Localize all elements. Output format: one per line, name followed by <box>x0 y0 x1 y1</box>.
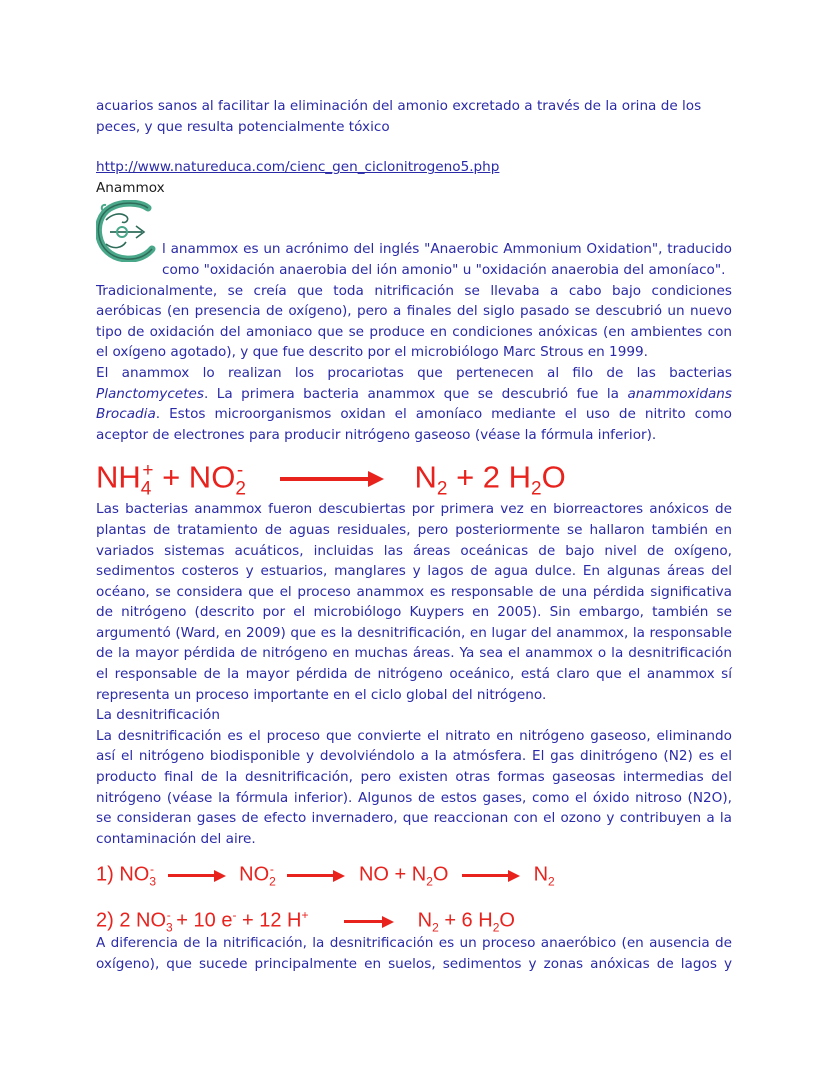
eq3-no3-sup: - <box>166 908 171 923</box>
intro-text-1: acuarios sanos al facilitar la eliminación del amonio excretado a través de la orina de los <box>96 98 702 114</box>
eq3-n2-sub: 2 <box>432 921 439 936</box>
eq1-2h: + 2 H <box>456 459 532 495</box>
eq3-o: O <box>499 910 515 933</box>
anammox-para-4 <box>96 499 732 705</box>
intro-text-2: peces, y que resulta potencialmente tóxico <box>96 118 390 135</box>
anammox-para-1 <box>96 239 732 280</box>
anammox-para-3 <box>96 363 732 445</box>
eq3-6h: + 6 H <box>438 910 493 933</box>
eq2-no2-sup: - <box>269 862 274 877</box>
desnitrificacion-para-2-text: A diferencia de la nitrificación, la desnitrificación es un proceso anaeróbico (en ausencia de oxígeno), que sucede principalmente en suelos, sedimentos y zonas anóxicas de lagos y <box>96 935 732 972</box>
eq3-electrons: + 10 e <box>170 910 233 933</box>
eq2-no2: NO <box>239 864 270 887</box>
eq1-nh-sub: 4 <box>140 478 152 500</box>
anammox-equation <box>96 451 732 500</box>
intro-line-1 <box>96 96 732 117</box>
eq1-no-sup: - <box>236 460 244 482</box>
anammox-para-2-text: Tradicionalmente, se creía que toda nitrificación se llevaba a cabo bajo condiciones aeróbicas (en presencia de oxígeno), pero a finales del siglo pasado se descubrió un nuevo tipo de oxidación del amoniaco que se produce en condiciones anóxicas (en ambientes con el oxígeno agotado), y que fue descrito por el microbiólogo Marc Strous en 1999. <box>96 282 732 361</box>
eq3-no3-sub: 3 <box>166 921 173 936</box>
eq2-arrow-1-icon <box>168 871 226 881</box>
eq1-arrow-icon <box>280 472 384 486</box>
decorative-dropcap <box>96 200 156 262</box>
eq1-n2: N <box>414 459 437 495</box>
eq2-n2o-o: O <box>432 864 449 887</box>
dropcap-ornament-icon <box>96 200 156 262</box>
anammox-para-3-text-c: . Estos microorganismos oxidan el amoníaco mediante el uso de nitrito como aceptor de electrones para producir nitrógeno gaseoso (véase la fórmula inferior). <box>96 406 732 443</box>
anammox-intro-block <box>96 198 732 280</box>
desnitrificacion-para-2 <box>96 933 732 974</box>
eq1-no-sub: 2 <box>235 478 246 500</box>
desnitrificacion-para-1-text: La desnitrificación es el proceso que convierte el nitrato en nitrógeno gaseoso, eliminando así el nitrógeno biodisponible y devolviéndolo a la atmósfera. El gas dinitrógeno (N2) es el producto final de la desnitrificación, pero existen otras formas gaseosas intermedias del nitrógeno (véase la fórmula inferior). Algunos de estos gases, como el óxido nitroso (N2O), se consideran gases de efecto invernadero, que reaccionan con el ozono y contribuyen a la contaminación del aire. <box>96 727 732 847</box>
eq3-no3: 2) 2 NO <box>96 910 167 933</box>
spacer <box>96 137 732 157</box>
denitrification-equation-2 <box>96 899 732 936</box>
eq3-n2: N <box>417 910 433 933</box>
eq3-h-sup: + <box>301 908 309 923</box>
eq2-arrow-2-icon <box>287 871 345 881</box>
eq1-n2-sub: 2 <box>436 478 448 500</box>
intro-line-2 <box>96 117 732 138</box>
dropcap-space <box>96 198 732 239</box>
source-link-line <box>96 157 732 178</box>
denitrification-equation-1 <box>96 853 732 890</box>
section-heading-anammox <box>96 178 732 199</box>
source-link[interactable]: http://www.natureduca.com/cienc_gen_ciclonitrogeno5.php <box>96 159 500 176</box>
eq1-nh-sup: + <box>142 460 154 482</box>
section-heading-desnitrificacion <box>96 705 732 726</box>
anammox-heading: Anammox <box>96 179 165 196</box>
eq3-protons: + 12 H <box>236 910 302 933</box>
brocadia-italic: anammoxidans Brocadia <box>96 385 732 423</box>
anammox-para-4-text: Las bacterias anammox fueron descubiertas por primera vez en biorreactores anóxicos de plantas de tratamiento de aguas residuales, pero posteriormente se hallaron también en variados sistemas acuáticos, incluidas las áreas oceánicas de bajo nivel de oxígeno, sedimentos costeros y estuarios, manglares y lagos de agua dulce. En algunas áreas del océano, se considera que el proceso anammox es responsable de una pérdida significativa de nitrógeno (descrito por el microbiólogo Kuypers en 2005). Sin embargo, también se argumentó (Ward, en 2009) que es la desnitrificación, en lugar del anammox, la responsable de la mayor pérdida de nitrógeno en muchas áreas. Ya sea el anammox o la desnitrificación el responsable de la mayor pérdida de nitrógeno oceánico, está claro que el anammox sí representa un proceso importante en el ciclo global del nitrógeno. <box>96 501 732 703</box>
eq2-no3-sub: 3 <box>149 875 157 890</box>
eq2-no-n2o: NO + N <box>358 864 427 887</box>
eq2-no2-sub: 2 <box>269 875 276 890</box>
eq1-nh: NH <box>96 459 141 495</box>
anammox-para-3-text-b: . La primera bacteria anammox que se descubrió fue la <box>203 385 628 402</box>
eq2-n2o-sub: 2 <box>426 875 433 890</box>
eq3-h2-sub: 2 <box>492 921 500 936</box>
eq2-n2: N <box>533 864 549 887</box>
desnitrificacion-heading: La desnitrificación <box>96 707 220 724</box>
eq1-no: + NO <box>162 459 236 495</box>
eq2-no3: 1) NO <box>96 864 150 887</box>
document-page <box>96 96 732 975</box>
eq2-no3-sup: - <box>150 862 155 877</box>
eq3-e-sup: - <box>232 908 237 923</box>
eq1-o: O <box>541 459 566 495</box>
anammox-para-3-text-a: El anammox lo realizan los procariotas que pertenecen al filo de las bacterias <box>96 364 732 381</box>
eq2-n2-sub: 2 <box>548 875 555 890</box>
desnitrificacion-para-1 <box>96 726 732 850</box>
anammox-para-1-text: l anammox es un acrónimo del inglés "Anaerobic Ammonium Oxidation", traducido como "oxidación anaerobia del ión amonio" u "oxidación anaerobia del amoníaco". <box>162 241 732 278</box>
eq1-h2-sub: 2 <box>531 478 542 500</box>
eq2-arrow-3-icon <box>462 871 520 881</box>
eq3-arrow-icon <box>344 917 394 927</box>
planctomycetes-italic: Planctomycetes <box>96 385 204 402</box>
anammox-para-2 <box>96 281 732 363</box>
